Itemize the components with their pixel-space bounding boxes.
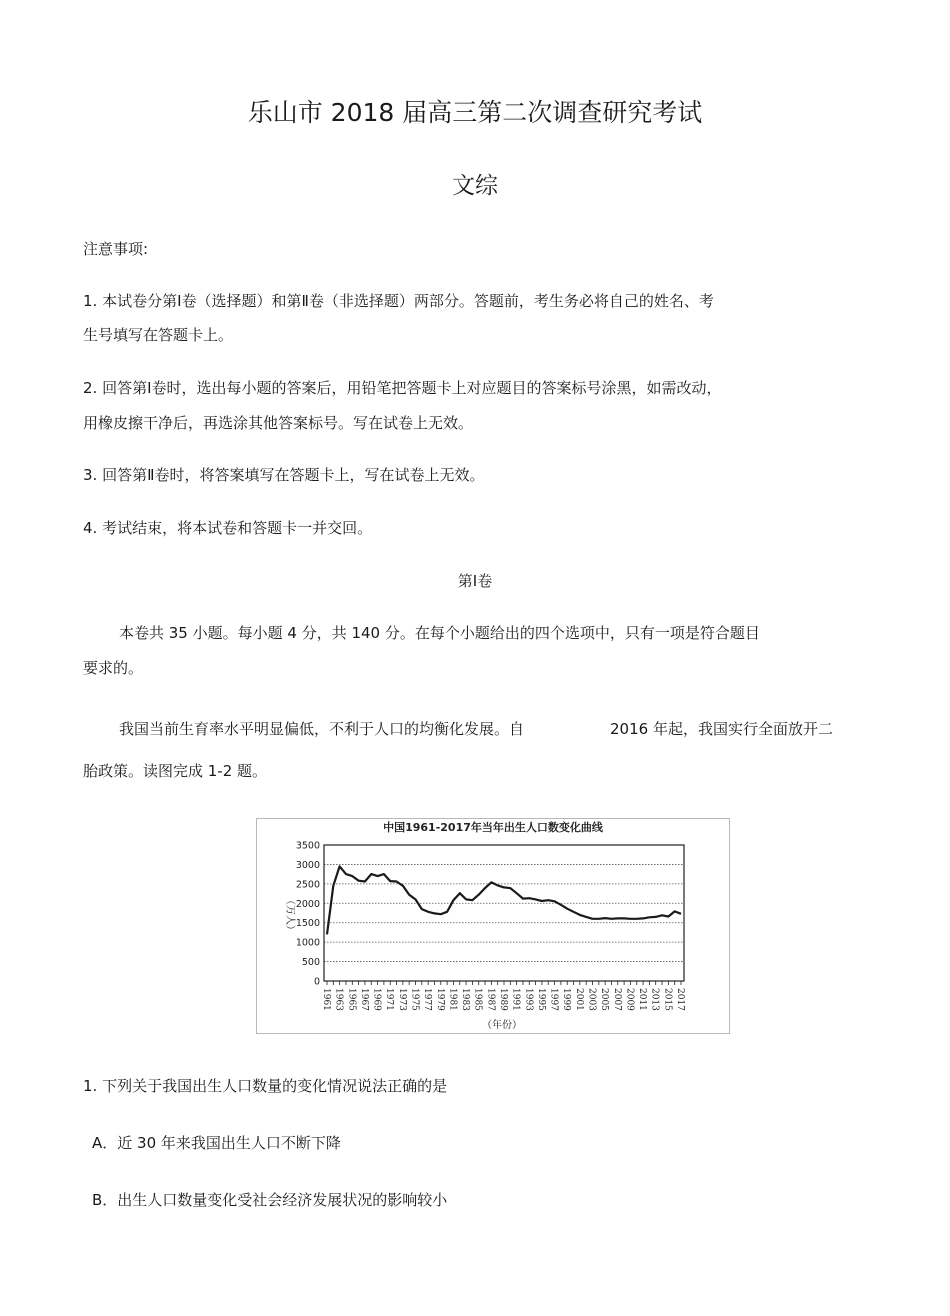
passage-line-1-a: 我国当前生育率水平明显偏低，不利于人口的均衡化发展。自	[119, 720, 525, 738]
exam-title: 乐山市 2018 届高三第二次调查研究考试	[247, 98, 703, 127]
question-1-option-a: A．近 30 年来我国出生人口不断下降	[92, 1134, 341, 1152]
chart-x-tick-label: 2007	[611, 988, 622, 1011]
exam-subject: 文综	[452, 173, 498, 199]
chart-y-tick-label: 1500	[295, 918, 320, 930]
question-1-option-b: B．出生人口数量变化受社会经济发展状况的影响较小	[92, 1191, 448, 1209]
chart-x-tick-label: 1995	[535, 988, 546, 1011]
note-4: 4. 考试结束，将本试卷和答题卡一并交回。	[83, 519, 373, 537]
chart-x-tick-label: 2013	[649, 988, 660, 1011]
chart-x-tick-label: 1981	[447, 988, 458, 1011]
note-3: 3. 回答第Ⅱ卷时，将答案填写在答题卡上，写在试卷上无效。	[83, 466, 485, 484]
note-1-line-2: 生号填写在答题卡上。	[83, 326, 234, 344]
section-intro-line-2: 要求的。	[83, 659, 144, 677]
question-1-stem: 1. 下列关于我国出生人口数量的变化情况说法正确的是	[83, 1077, 448, 1095]
chart-x-tick-label: 1963	[333, 988, 344, 1011]
chart-y-tick-label: 2000	[295, 898, 320, 910]
section-heading: 第Ⅰ卷	[457, 572, 493, 590]
chart-x-tick-label: 1979	[434, 988, 445, 1011]
chart-y-tick-label: 1000	[295, 937, 320, 949]
chart-x-tick-label: 1991	[510, 988, 521, 1011]
chart-x-tick-label: 2009	[624, 988, 635, 1011]
chart-x-tick-label: 1993	[523, 988, 534, 1011]
chart-x-axis-label: （年份）	[482, 1020, 522, 1031]
birth-population-chart-svg	[256, 818, 730, 1034]
note-2-line-1: 2. 回答第Ⅰ卷时，选出每小题的答案后，用铅笔把答题卡上对应题目的答案标号涂黑，如需改动，	[83, 379, 722, 397]
chart-x-tick-label: 2001	[573, 988, 584, 1011]
chart-x-tick-label: 1977	[422, 988, 433, 1011]
chart-x-tick-label: 1983	[460, 988, 471, 1011]
chart-x-tick-label: 2005	[599, 988, 610, 1011]
chart-x-tick-label: 1989	[498, 988, 508, 1011]
chart-x-tick-label: 1969	[371, 988, 382, 1011]
chart-y-tick-label: 2500	[295, 879, 320, 891]
passage-line-2: 胎政策。读图完成 1-2 题。	[83, 762, 268, 780]
note-2-line-2: 用橡皮擦干净后，再选涂其他答案标号。写在试卷上无效。	[83, 414, 474, 432]
notes-heading: 注意事项:	[83, 240, 149, 258]
chart-x-tick-label: 1967	[358, 988, 369, 1011]
chart-y-tick-label: 3000	[295, 859, 320, 871]
chart-x-tick-label: 1997	[548, 988, 559, 1011]
chart-x-tick-label: 1999	[561, 988, 572, 1011]
chart-x-tick-label: 1987	[485, 988, 496, 1011]
chart-x-tick-label: 2017	[675, 988, 685, 1011]
chart-y-tick-label: 3500	[295, 840, 320, 852]
passage-line-1-b: 2016 年起，我国实行全面放开二	[610, 720, 833, 738]
chart-x-tick-label: 2015	[662, 988, 673, 1011]
chart-y-axis-label: （万人）	[284, 895, 295, 935]
chart-x-tick-label: 1985	[472, 988, 483, 1011]
chart-x-tick-label: 1973	[396, 988, 407, 1011]
chart-y-tick-label: 500	[301, 957, 320, 969]
note-1-line-1: 1. 本试卷分第Ⅰ卷（选择题）和第Ⅱ卷（非选择题）两部分。答题前，考生务必将自己的姓名、考	[83, 292, 714, 310]
chart-y-tick-label: 0	[313, 976, 320, 988]
birth-population-chart	[256, 818, 730, 1034]
chart-x-tick-label: 1971	[384, 988, 395, 1011]
section-intro-line-1: 本卷共 35 小题。每小题 4 分，共 140 分。在每个小题给出的四个选项中，只有一项是符合题目	[119, 624, 760, 642]
chart-x-tick-label: 1975	[409, 988, 420, 1011]
chart-x-tick-label: 1965	[346, 988, 357, 1011]
chart-title: 中国1961-2017年当年出生人口数变化曲线	[383, 821, 603, 834]
chart-x-tick-label: 2003	[586, 988, 597, 1011]
chart-x-tick-label: 1961	[321, 988, 331, 1011]
chart-x-tick-label: 2011	[637, 988, 648, 1011]
